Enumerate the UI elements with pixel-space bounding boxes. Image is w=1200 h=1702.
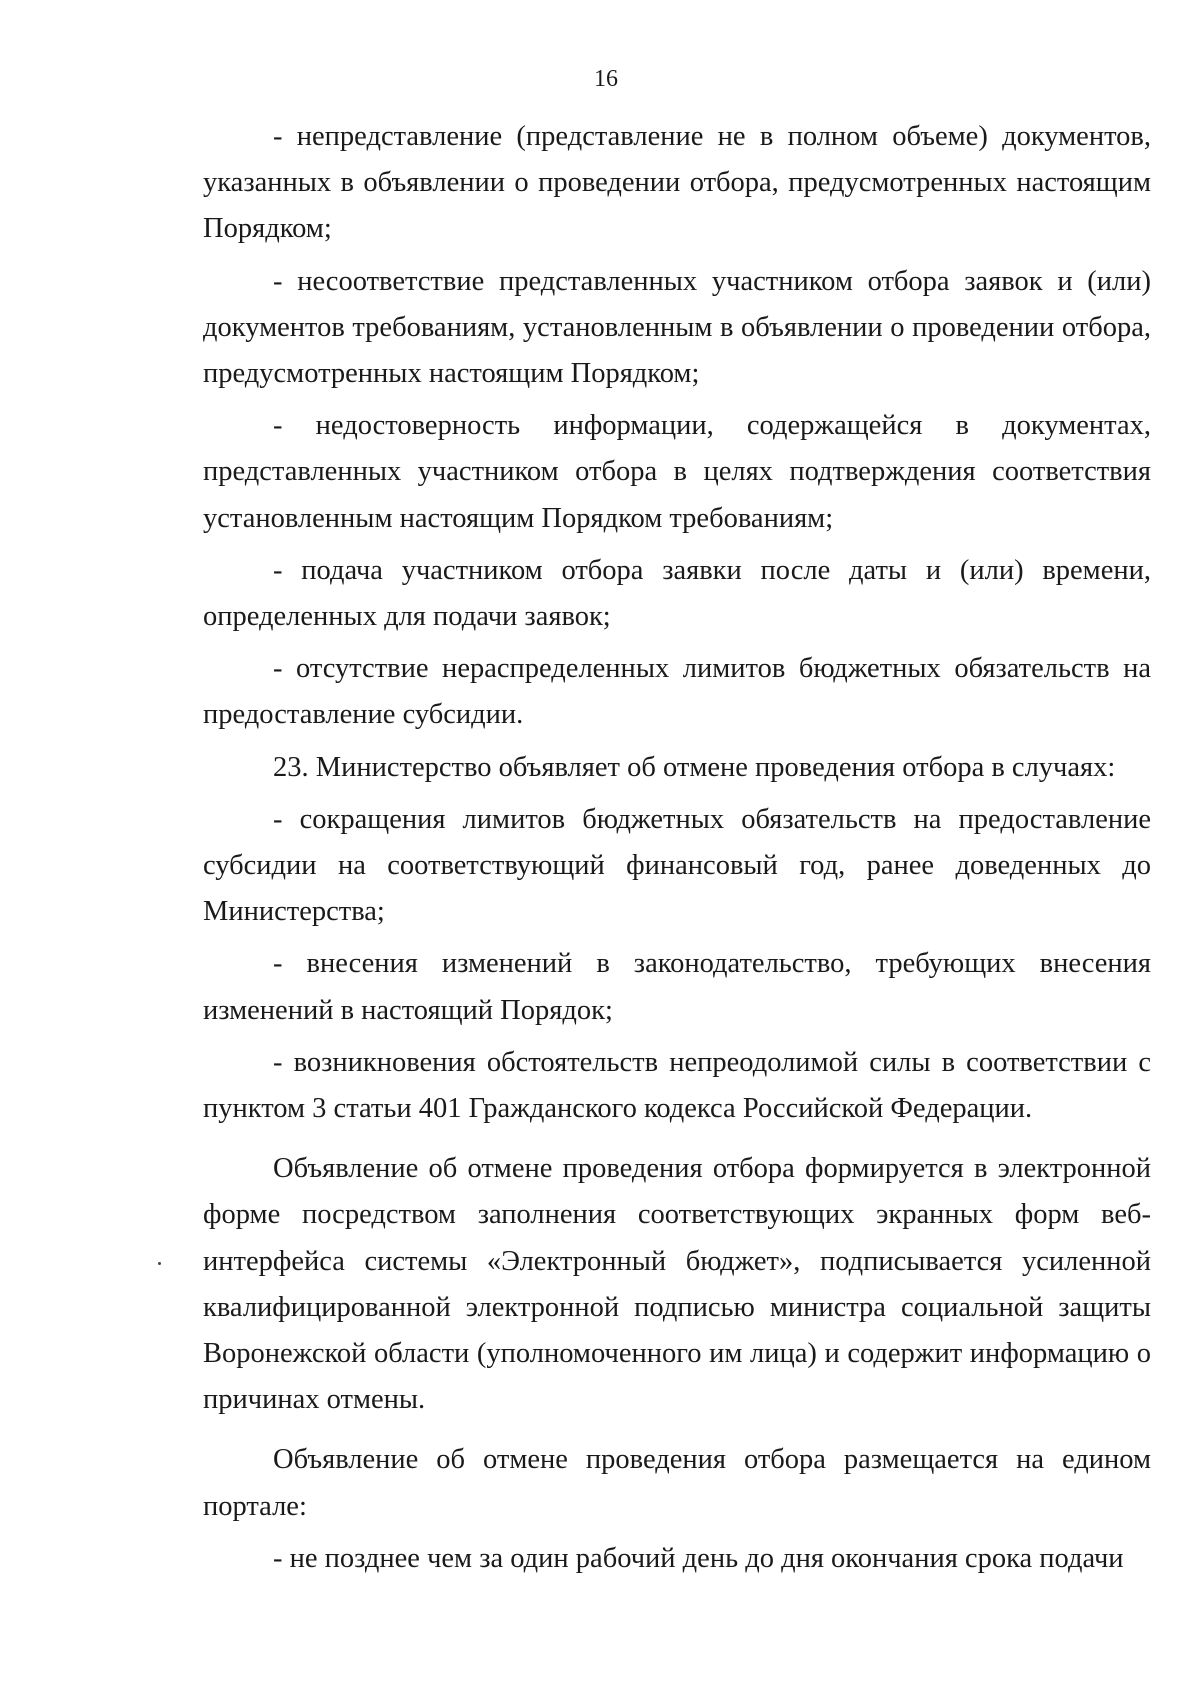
- page-number: 16: [594, 66, 618, 92]
- paragraph-condition-unreliable-info: - недостоверность информации, содержащейся в документах, представленных участником отбора в целях подтверждения соответствия установленным настоящим Порядком требованиям;: [203, 410, 1151, 534]
- document-body: [203, 114, 1151, 1582]
- paragraph-case-legislation-change: - внесения изменений в законодательство, требующих внесения изменений в настоящий Порядок;: [203, 948, 1151, 1026]
- paragraph-placement-deadline: - не позднее чем за один рабочий день до дня окончания срока подачи: [273, 1542, 1124, 1574]
- paragraph-condition-no-limits: - отсутствие нераспределенных лимитов бюджетных обязательств на предоставление субсидии.: [203, 653, 1151, 731]
- paragraph-case-force-majeure: - возникновения обстоятельств непреодолимой силы в соответствии с пунктом 3 статьи 401 Гражданского кодекса Российской Федерации.: [203, 1046, 1151, 1125]
- paragraph-condition-late-submission: - подача участником отбора заявки после даты и (или) времени, определенных для подачи заявок;: [203, 554, 1151, 633]
- paragraph-cancellation-notice-form: Объявление об отмене проведения отбора формируется в электронной форме посредством заполнения соответствующих экранных форм веб-интерфейса системы «Электронный бюджет», подписывается усиленной квалифицированной электронной подписью министра социальной защиты Воронежской области (уполномоченного им лица) и содержит информацию о причинах отмены.: [203, 1153, 1151, 1416]
- paragraph-case-limit-reduction: - сокращения лимитов бюджетных обязательств на предоставление субсидии на соответствующий финансовый год, ранее доведенных до Министерства;: [203, 803, 1151, 928]
- scan-artifact: [158, 1262, 161, 1265]
- paragraph-condition-noncompliance: - несоответствие представленных участником отбора заявок и (или) документов требованиям, установленным в объявлении о проведении отбора, предусмотренных настоящим Порядком;: [203, 265, 1151, 390]
- paragraph-cancellation-notice-placement: Объявление об отмене проведения отбора размещается на едином портале:: [203, 1444, 1151, 1522]
- paragraph-clause-23: 23. Министерство объявляет об отмене проведения отбора в случаях:: [273, 751, 1116, 783]
- paragraph-condition-missing-documents: - непредставление (представление не в полном объеме) документов, указанных в объявлении о проведении отбора, предусмотренных настоящим Порядком;: [203, 121, 1151, 245]
